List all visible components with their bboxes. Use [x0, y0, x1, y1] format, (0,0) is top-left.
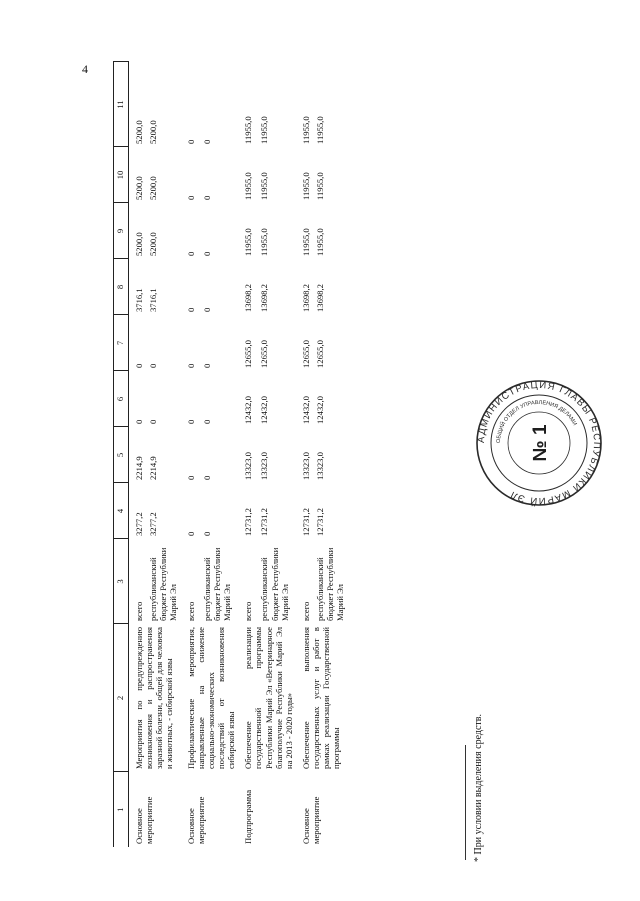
value-cell: 0: [201, 419, 212, 424]
value-cell: 12655,0: [259, 340, 270, 368]
table-row: [238, 62, 257, 847]
row-description: Обеспечение реализации государственной программы Республики Марий Эл «Ветеринарное благополучие Республики Марий Эл на 2013 - 2020 годы»: [243, 627, 294, 769]
value-cell: 11955,0: [259, 228, 270, 256]
rotated-table-container: [113, 62, 440, 847]
value-cell: 0: [134, 419, 144, 424]
value-cell: 12655,0: [300, 340, 311, 368]
stamp-outer-text: АДМИНИСТРАЦИЯ ГЛАВЫ РЕСПУБЛИКИ МАРИЙ ЭЛ: [475, 379, 603, 507]
row-description: Профилактические мероприятия, направленные на снижение социально-экономических последствий от возникновения сибирской язвы: [185, 627, 237, 769]
value-cell: 0: [185, 307, 196, 312]
value-cell: 11955,0: [243, 228, 254, 256]
value-cell: 3277,2: [134, 512, 144, 536]
funding-source: всего: [134, 601, 144, 621]
value-cell: 0: [201, 195, 212, 200]
value-cell: 12731,2: [259, 508, 270, 536]
value-cell: 12655,0: [243, 340, 254, 368]
row-description: Мероприятия по предупреждению возникновения и распространения заразной болезни, общей для человека и животных, - сибирской язвы: [134, 627, 175, 769]
value-cell: 0: [148, 419, 159, 424]
value-cell: 12432,0: [259, 396, 270, 424]
value-cell: 13323,0: [300, 452, 311, 480]
value-cell: 0: [185, 251, 196, 256]
value-cell: 0: [201, 531, 212, 536]
value-cell: 2214,9: [134, 456, 144, 480]
value-cell: 0: [148, 363, 159, 368]
col-header: 5: [114, 427, 129, 483]
col-header: 3: [114, 539, 129, 624]
funding-source: всего: [300, 601, 311, 621]
value-cell: 0: [185, 363, 196, 368]
col-header: 8: [114, 259, 129, 315]
value-cell: 11955,0: [259, 116, 270, 144]
funding-source: республиканский бюджет Республики Марий Эл: [259, 547, 290, 621]
row-type: Основное мероприятие: [185, 796, 206, 844]
col-header: 1: [114, 772, 129, 847]
col-header: 10: [114, 147, 129, 203]
value-cell: 12432,0: [315, 396, 326, 424]
funding-source: всего: [185, 601, 196, 621]
value-cell: 11955,0: [300, 228, 311, 256]
value-cell: 13323,0: [315, 452, 326, 480]
value-cell: 2214,9: [148, 456, 159, 480]
value-cell: 3716,1: [148, 288, 159, 312]
header-row: [114, 62, 129, 847]
value-cell: 5200,0: [148, 120, 159, 144]
value-cell: 12731,2: [315, 508, 326, 536]
footnote: * При условии выделения средств.: [473, 714, 484, 862]
value-cell: 0: [185, 419, 196, 424]
value-cell: 0: [201, 307, 212, 312]
value-cell: 13698,2: [259, 284, 270, 312]
stamp-inner-text: ОБЩИЙ ОТДЕЛ УПРАВЛЕНИЯ ДЕЛАМИ: [495, 399, 578, 444]
value-cell: 0: [201, 139, 212, 144]
value-cell: 0: [201, 475, 212, 480]
col-header: 2: [114, 624, 129, 772]
value-cell: 12731,2: [243, 508, 254, 536]
value-cell: 11955,0: [315, 172, 326, 200]
col-header: 6: [114, 371, 129, 427]
value-cell: 13698,2: [243, 284, 254, 312]
value-cell: 5200,0: [148, 232, 159, 256]
value-cell: 0: [201, 363, 212, 368]
value-cell: 13698,2: [300, 284, 311, 312]
value-cell: 13323,0: [243, 452, 254, 480]
value-cell: 12432,0: [243, 396, 254, 424]
value-cell: 11955,0: [300, 116, 311, 144]
footnote-rule: [465, 745, 466, 860]
value-cell: 11955,0: [300, 172, 311, 200]
row-type: Основное мероприятие: [300, 796, 322, 844]
value-cell: 5200,0: [148, 176, 159, 200]
value-cell: 11955,0: [243, 172, 254, 200]
value-cell: 0: [185, 475, 196, 480]
table-row: [296, 62, 313, 847]
table-row: [181, 62, 200, 847]
official-stamp: [473, 374, 605, 512]
col-header: 7: [114, 315, 129, 371]
table-row: [129, 62, 147, 847]
funding-source: республиканский бюджет Республики Марий Эл: [315, 547, 346, 621]
value-cell: 3277,2: [148, 512, 159, 536]
value-cell: 0: [185, 195, 196, 200]
value-cell: 13323,0: [259, 452, 270, 480]
financing-table: [113, 62, 348, 848]
value-cell: 3716,1: [134, 288, 144, 312]
funding-source: республиканский бюджет Республики Марий Эл: [148, 547, 179, 621]
funding-source: всего: [243, 601, 254, 621]
page-number: 4: [82, 62, 88, 76]
value-cell: 5200,0: [134, 120, 144, 144]
funding-source: республиканский бюджет Республики Марий Эл: [201, 547, 233, 621]
row-type: Основное мероприятие: [134, 796, 155, 844]
value-cell: 0: [134, 363, 144, 368]
value-cell: 11955,0: [315, 228, 326, 256]
value-cell: 12731,2: [300, 508, 311, 536]
value-cell: 0: [185, 531, 196, 536]
col-header: 11: [114, 62, 129, 147]
value-cell: 12432,0: [300, 396, 311, 424]
value-cell: 11955,0: [315, 116, 326, 144]
value-cell: 11955,0: [243, 116, 254, 144]
value-cell: 11955,0: [259, 172, 270, 200]
value-cell: 5200,0: [134, 176, 144, 200]
value-cell: 13698,2: [315, 284, 326, 312]
value-cell: 0: [201, 251, 212, 256]
row-type: Подпрограмма: [243, 789, 254, 844]
value-cell: 12655,0: [315, 340, 326, 368]
col-header: 9: [114, 203, 129, 259]
stamp-center-number: № 1: [530, 424, 551, 462]
value-cell: 5200,0: [134, 232, 144, 256]
value-cell: 0: [185, 139, 196, 144]
row-description: Обеспечение выполнения государственных услуг и работ в рамках реализации Государственной программы: [300, 627, 342, 769]
col-header: 4: [114, 483, 129, 539]
